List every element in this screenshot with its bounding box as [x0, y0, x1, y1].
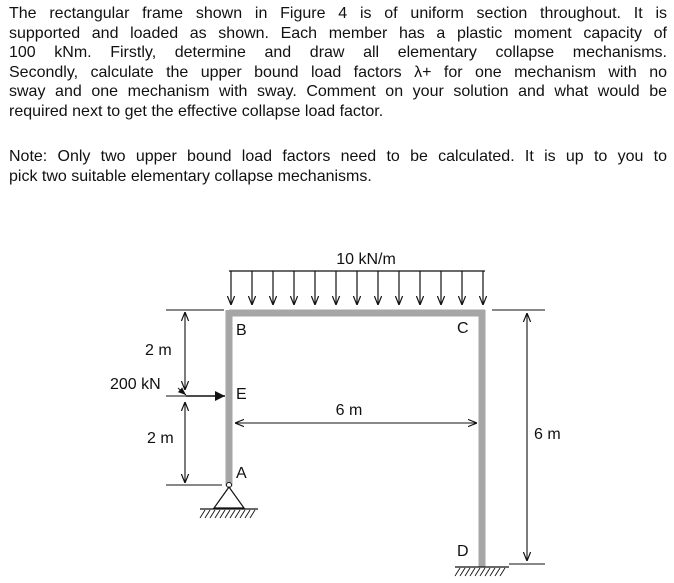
fixed-support	[455, 567, 509, 576]
height-dimension-label: 6 m	[534, 426, 561, 443]
pin-support	[200, 483, 258, 519]
note-line: pick two suitable elementary collapse mechanisms.	[9, 167, 372, 185]
distributed-load	[229, 271, 485, 305]
problem-line: 100 kNm. Firstly, determine and draw all elementary collapse mechanisms.	[9, 44, 667, 61]
point-load-label: 200 kN	[110, 376, 161, 393]
node-e-label: E	[236, 386, 247, 403]
node-d-label: D	[457, 543, 469, 560]
node-b-label: B	[236, 322, 247, 339]
problem-line: required next to get the effective collapse load factor.	[9, 102, 384, 120]
problem-line: Secondly, calculate the upper bound load factors λ+ for one mechanism with no	[9, 63, 667, 81]
note-line: Note: Only two upper bound load factors need to be calculated. It is up to you to	[9, 148, 667, 165]
dimension-lower-label: 2 m	[147, 430, 174, 447]
node-c-label: C	[457, 320, 469, 337]
problem-line: The rectangular frame shown in Figure 4 is of uniform section throughout. It is	[9, 5, 667, 22]
problem-line: supported and loaded as shown. Each member has a plastic moment capacity of	[9, 24, 667, 42]
node-a-label: A	[236, 465, 247, 482]
problem-line: sway and one mechanism with sway. Comment on your solution and what would be	[9, 83, 667, 100]
left-dimensions	[166, 310, 224, 485]
span-dimension-label: 6 m	[335, 402, 363, 419]
dimension-upper-label: 2 m	[145, 342, 172, 359]
frame	[229, 310, 485, 567]
distributed-load-label: 10 kN/m	[336, 251, 396, 268]
